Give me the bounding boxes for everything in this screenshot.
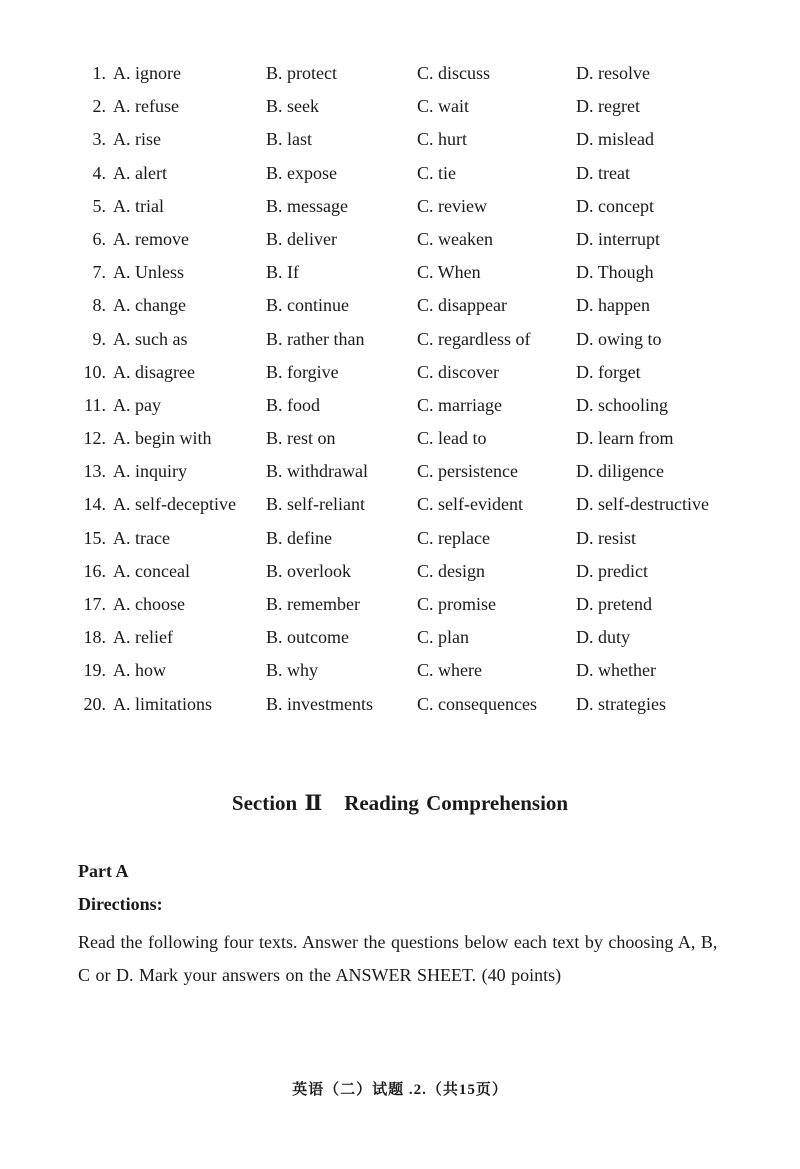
question-number: 9. <box>92 328 106 349</box>
option-b: B. forgive <box>266 361 339 382</box>
option-c: C. consequences <box>417 693 537 714</box>
option-d: D. strategies <box>576 693 666 714</box>
option-c: C. tie <box>417 162 456 183</box>
option-b: B. seek <box>266 96 319 117</box>
option-c: C. discover <box>417 361 499 382</box>
option-a: A. trace <box>113 527 170 548</box>
option-b: B. protect <box>266 63 337 83</box>
question-row <box>0 323 800 356</box>
option-d: D. treat <box>576 162 630 183</box>
option-a: A. Unless <box>113 262 184 283</box>
section-heading <box>0 790 800 816</box>
question-number: 12. <box>83 428 106 449</box>
option-b: B. investments <box>266 693 373 714</box>
question-row <box>0 389 800 422</box>
option-b: B. define <box>266 527 332 548</box>
option-c: C. wait <box>417 96 469 117</box>
option-b: B. overlook <box>266 560 351 581</box>
option-c: C. where <box>417 660 482 681</box>
option-a: A. begin with <box>113 428 212 449</box>
option-a: A. change <box>113 295 186 316</box>
option-c: C. review <box>417 195 487 216</box>
option-a: A. refuse <box>113 96 179 117</box>
option-d: D. pretend <box>576 594 652 614</box>
option-c: C. replace <box>417 527 490 548</box>
option-a: A. rise <box>113 129 161 150</box>
option-c: C. When <box>417 262 481 283</box>
question-number: 6. <box>92 228 106 249</box>
option-d: D. whether <box>576 660 656 681</box>
question-row <box>0 555 800 588</box>
question-row <box>0 123 800 156</box>
option-a: A. trial <box>113 195 164 216</box>
option-b: B. remember <box>266 594 360 614</box>
question-row <box>0 289 800 322</box>
option-d: D. schooling <box>576 394 668 415</box>
option-c: C. persistence <box>417 461 518 482</box>
question-number: 18. <box>83 627 106 648</box>
option-d: D. forget <box>576 361 641 382</box>
option-a: A. choose <box>113 594 185 614</box>
option-b: B. why <box>266 660 319 681</box>
question-list <box>0 57 800 721</box>
question-row <box>0 256 800 289</box>
option-d: D. predict <box>576 560 648 581</box>
option-b: B. rather than <box>266 328 365 349</box>
option-c: C. hurt <box>417 129 468 150</box>
part-title: Part A <box>78 861 129 881</box>
option-b: B. message <box>266 195 348 216</box>
question-row <box>0 223 800 256</box>
option-c: C. lead to <box>417 428 487 449</box>
option-c: C. disappear <box>417 295 507 316</box>
option-d: D. Though <box>576 262 654 283</box>
option-a: A. limitations <box>113 693 212 714</box>
question-row <box>0 190 800 223</box>
question-row <box>0 522 800 555</box>
question-row <box>0 455 800 488</box>
option-a: A. ignore <box>113 63 181 83</box>
question-number: 8. <box>92 295 106 316</box>
question-number: 4. <box>92 162 106 183</box>
question-number: 11. <box>84 394 106 415</box>
option-c: C. discuss <box>417 63 491 83</box>
question-row <box>0 688 800 721</box>
option-a: A. pay <box>113 394 161 415</box>
option-c: C. design <box>417 560 486 581</box>
option-d: D. resolve <box>576 63 650 83</box>
option-d: D. duty <box>576 627 630 648</box>
page-footer: 英语（二）试题 .2.（共15页） <box>292 1082 508 1098</box>
question-number: 13. <box>83 461 106 482</box>
question-row <box>0 488 800 521</box>
option-d: D. interrupt <box>576 228 660 249</box>
option-c: C. self-evident <box>417 494 523 515</box>
question-number: 1. <box>92 63 106 83</box>
option-c: C. weaken <box>417 228 493 249</box>
question-number: 5. <box>92 195 106 216</box>
option-a: A. self-deceptive <box>113 494 236 515</box>
option-b: B. food <box>266 394 320 415</box>
option-d: D. diligence <box>576 461 664 482</box>
option-a: A. relief <box>113 627 173 648</box>
option-d: D. concept <box>576 195 654 216</box>
option-d: D. owing to <box>576 328 662 349</box>
option-a: A. inquiry <box>113 461 187 482</box>
option-b: B. continue <box>266 295 349 316</box>
option-d: D. mislead <box>576 129 654 150</box>
question-number: 7. <box>92 262 106 283</box>
option-a: A. such as <box>113 328 188 349</box>
option-d: D. resist <box>576 527 636 548</box>
option-b: B. self-reliant <box>266 494 365 515</box>
option-c: C. plan <box>417 627 469 648</box>
question-number: 19. <box>83 660 106 681</box>
question-row <box>0 654 800 687</box>
option-b: B. expose <box>266 162 337 183</box>
option-a: A. alert <box>113 162 167 183</box>
question-number: 15. <box>83 527 106 548</box>
question-row <box>0 621 800 654</box>
question-row <box>0 57 800 90</box>
option-d: D. happen <box>576 295 650 316</box>
option-c: C. marriage <box>417 394 502 415</box>
question-number: 20. <box>83 693 106 714</box>
option-b: B. rest on <box>266 428 336 449</box>
question-number: 17. <box>83 594 106 614</box>
section-name: Reading Comprehension <box>344 791 569 815</box>
question-number: 16. <box>83 560 106 581</box>
option-b: B. If <box>266 262 299 283</box>
option-d: D. self-destructive <box>576 494 709 515</box>
option-a: A. conceal <box>113 560 190 581</box>
option-b: B. withdrawal <box>266 461 368 482</box>
directions-label: Directions: <box>78 894 163 914</box>
question-number: 10. <box>83 361 106 382</box>
question-number: 3. <box>92 129 106 150</box>
option-b: B. deliver <box>266 228 337 249</box>
question-number: 2. <box>92 96 106 117</box>
option-c: C. regardless of <box>417 328 531 349</box>
option-d: D. learn from <box>576 428 674 449</box>
option-c: C. promise <box>417 594 496 614</box>
question-row <box>0 356 800 389</box>
question-row <box>0 90 800 123</box>
directions-text: Read the following four texts. Answer the questions below each text by choosing A, B, C or D. Mark your answers on the ANSWER SHEET. (40 points) <box>78 932 718 985</box>
question-row <box>0 422 800 455</box>
option-a: A. disagree <box>113 361 195 382</box>
option-b: B. outcome <box>266 627 349 648</box>
option-a: A. how <box>113 660 166 681</box>
option-d: D. regret <box>576 96 640 117</box>
question-number: 14. <box>83 494 106 515</box>
option-b: B. last <box>266 129 313 150</box>
option-a: A. remove <box>113 228 189 249</box>
question-row <box>0 588 800 621</box>
question-row <box>0 157 800 190</box>
section-label: Section Ⅱ <box>231 791 323 815</box>
